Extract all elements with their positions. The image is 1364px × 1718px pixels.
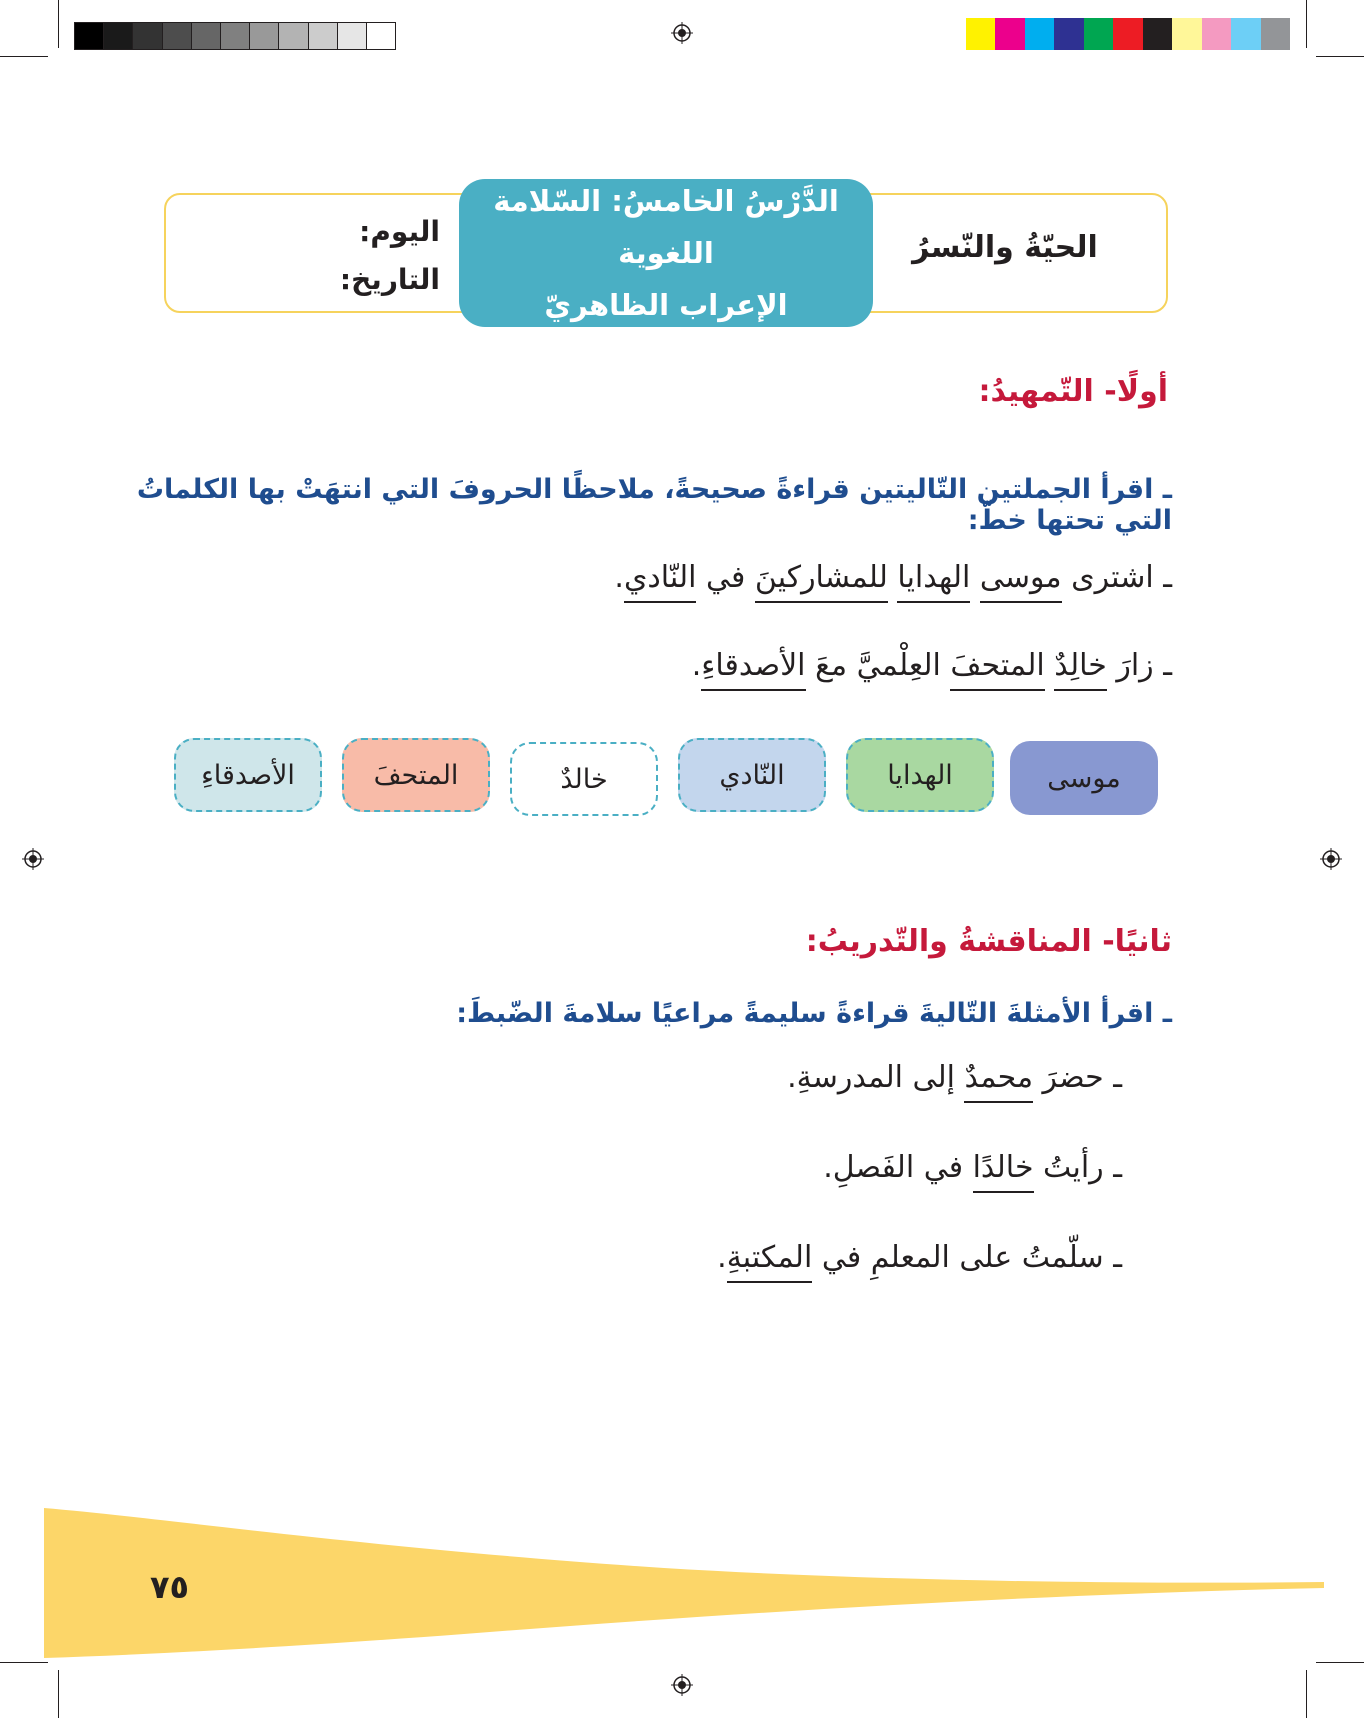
- sentence-text: [1045, 648, 1055, 683]
- section2-heading: ثانيًا- المناقشةُ والتّدريبُ:: [805, 924, 1172, 959]
- underlined-word: للمشاركينَ: [755, 560, 888, 603]
- example-sentence-2: [692, 648, 1172, 683]
- underlined-word: خالدًا: [973, 1150, 1034, 1193]
- sentence-text: [888, 560, 898, 595]
- underlined-word: الهدايا: [897, 560, 970, 603]
- sentence-text: ـ اشترى: [1061, 560, 1172, 595]
- registration-mark-icon: [1320, 848, 1342, 870]
- practice-example-1: [787, 1060, 1122, 1095]
- lesson-title-badge: [459, 179, 873, 327]
- day-label: اليوم:: [359, 215, 440, 248]
- practice-example-2: [823, 1150, 1122, 1185]
- underlined-word: محمدٌ: [964, 1060, 1033, 1103]
- sentence-text: في الفَصلِ.: [823, 1150, 973, 1185]
- word-chip: خالدٌ: [510, 742, 658, 816]
- grayscale-calibration-bar: [74, 22, 396, 50]
- underlined-word: المتحفَ: [950, 648, 1044, 691]
- registration-mark-icon: [22, 848, 44, 870]
- sentence-text: إلى المدرسةِ.: [787, 1060, 965, 1095]
- underlined-word: الأصدقاءِ: [701, 648, 805, 691]
- day-date-fields: [310, 208, 440, 304]
- sentence-text: في: [696, 560, 755, 595]
- crop-mark: [1316, 56, 1364, 57]
- crop-mark: [1316, 1662, 1364, 1663]
- sentence-text: ـ زارَ: [1106, 648, 1172, 683]
- registration-mark-icon: [671, 22, 693, 44]
- word-chip: الهدايا: [846, 738, 994, 812]
- example-sentence-1: [614, 560, 1172, 595]
- underlined-word: النّادي: [624, 560, 697, 603]
- crop-mark: [0, 1662, 48, 1663]
- crop-mark: [58, 0, 59, 48]
- lesson-title: الدَّرْسُ الخامسُ: السّلامة اللغوية: [493, 184, 839, 270]
- sentence-text: [970, 560, 980, 595]
- underlined-word: المكتبةِ: [727, 1240, 813, 1283]
- word-chip: النّادي: [678, 738, 826, 812]
- crop-mark: [1306, 1670, 1307, 1718]
- unit-title: الحيّةُ والنّسرُ: [912, 230, 1098, 265]
- word-chip: المتحفَ: [342, 738, 490, 812]
- registration-mark-icon: [671, 1674, 693, 1696]
- page-number: ٧٥: [150, 1568, 190, 1606]
- sentence-text: العِلْميَّ معَ: [805, 648, 951, 683]
- footer-yellow-band: [44, 1508, 1324, 1658]
- sentence-text: .: [717, 1240, 727, 1275]
- sentence-text: .: [614, 560, 624, 595]
- section1-instruction: ـ اقرأ الجملتين التّاليتين قراءةً صحيحةً، ملاحظًا الحروفَ التي انتهَتْ بها الكلماتُ التي تحتها خطّ:: [136, 474, 1172, 536]
- sentence-text: ـ سلّمتُ على المعلمِ في: [812, 1240, 1122, 1275]
- word-chip: الأصدقاءِ: [174, 738, 322, 812]
- sentence-text: .: [691, 648, 702, 683]
- word-chip: موسى: [1010, 741, 1158, 815]
- practice-example-3: [717, 1240, 1122, 1275]
- underlined-word: موسى: [980, 560, 1062, 603]
- underlined-word: خالِدٌ: [1054, 648, 1107, 691]
- section1-heading: أولًا- التّمهيدُ:: [978, 374, 1168, 409]
- sentence-text: ـ حضرَ: [1033, 1060, 1122, 1095]
- crop-mark: [58, 1670, 59, 1718]
- crop-mark: [0, 56, 48, 57]
- date-label: التاريخ:: [339, 263, 440, 296]
- section2-instruction: ـ اقرأ الأمثلةَ التّاليةَ قراءةً سليمةً مراعيًا سلامةَ الضّبطَ:: [456, 998, 1172, 1029]
- crop-mark: [1306, 0, 1307, 48]
- color-calibration-bar: [966, 18, 1290, 50]
- sentence-text: ـ رأيتُ: [1033, 1150, 1122, 1185]
- lesson-subtitle: الإعراب الظاهريّ: [544, 288, 788, 322]
